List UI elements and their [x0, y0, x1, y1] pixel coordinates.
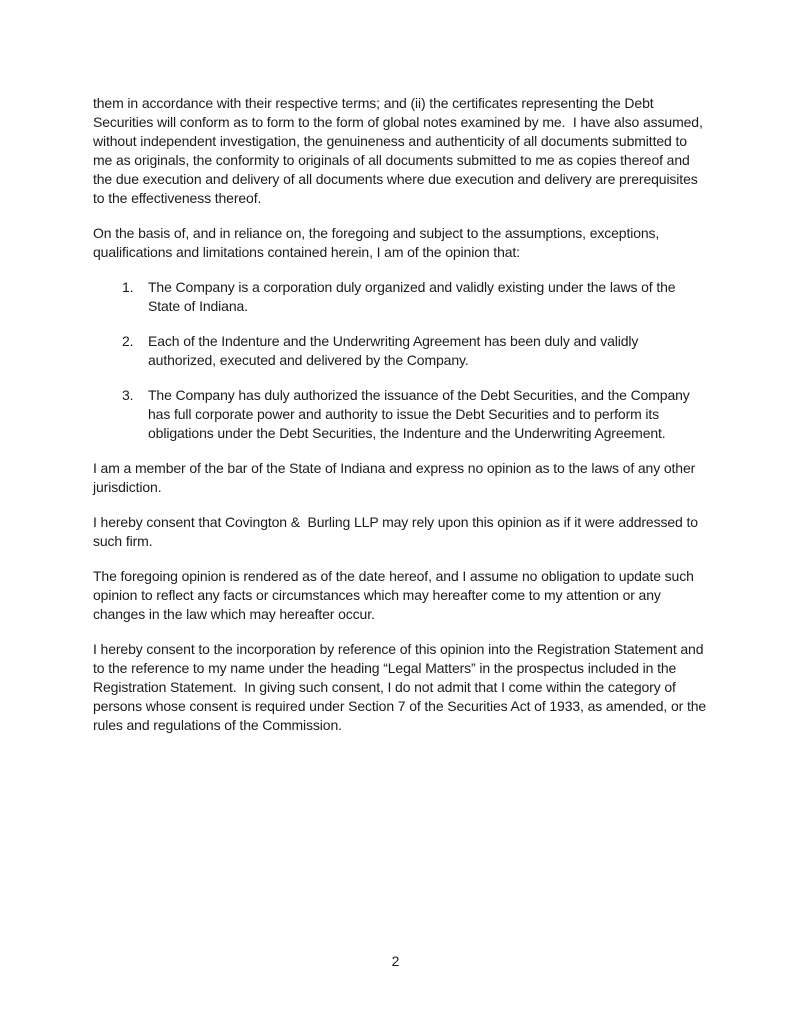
- document-body: [93, 94, 710, 751]
- paragraph-assumptions-continued: them in accordance with their respective terms; and (ii) the certificates representing the Debt Securities will conform as to form to the form of global notes examined by me. I have also assumed, without independent investigation, the genuineness and authenticity of all documents submitted to me as originals, the conformity to originals of all documents submitted to me as copies thereof and the due execution and delivery of all documents where due execution and delivery are prerequisites to the effectiveness thereof.: [93, 95, 707, 206]
- opinion-list-item: [93, 332, 707, 370]
- list-item-text: Each of the Indenture and the Underwriting Agreement has been duly and validly authorized, executed and delivered by the Company.: [148, 333, 643, 368]
- paragraph-bar-membership: I am a member of the bar of the State of Indiana and express no opinion as to the laws of any other jurisdiction.: [93, 460, 699, 495]
- list-item-number: 3.: [122, 387, 134, 403]
- paragraph-no-obligation-update: The foregoing opinion is rendered as of the date hereof, and I assume no obligation to update such opinion to reflect any facts or circumstances which may hereafter come to my attention or any changes in the law which may hereafter occur.: [93, 568, 698, 622]
- list-item-number: 2.: [122, 333, 134, 349]
- list-item-text: The Company has duly authorized the issuance of the Debt Securities, and the Company has full corporate power and authority to issue the Debt Securities and to perform its obligations under the Debt Securities, the Indenture and the Underwriting Agreement.: [148, 387, 694, 441]
- opinion-list-item: [93, 278, 707, 316]
- page-number: 2: [391, 953, 400, 969]
- paragraph-registration-consent: I hereby consent to the incorporation by reference of this opinion into the Registration Statement and to the reference to my name under the heading “Legal Matters” in the prospectus included in the Registration Statement. In giving such consent, I do not admit that I come within the category of persons whose consent is required under Section 7 of the Securities Act of 1933, as amended, or the rules and regulations of the Commission.: [93, 641, 710, 733]
- paragraph-opinion-intro: On the basis of, and in reliance on, the foregoing and subject to the assumptions, exceptions, qualifications and limitations contained herein, I am of the opinion that:: [93, 225, 663, 260]
- list-item-number: 1.: [122, 279, 134, 295]
- list-item-text: The Company is a corporation duly organized and validly existing under the laws of the State of Indiana.: [148, 279, 680, 314]
- opinion-list-item: [93, 386, 707, 443]
- paragraph-covington-consent: I hereby consent that Covington & Burling LLP may rely upon this opinion as if it were addressed to such firm.: [93, 514, 702, 549]
